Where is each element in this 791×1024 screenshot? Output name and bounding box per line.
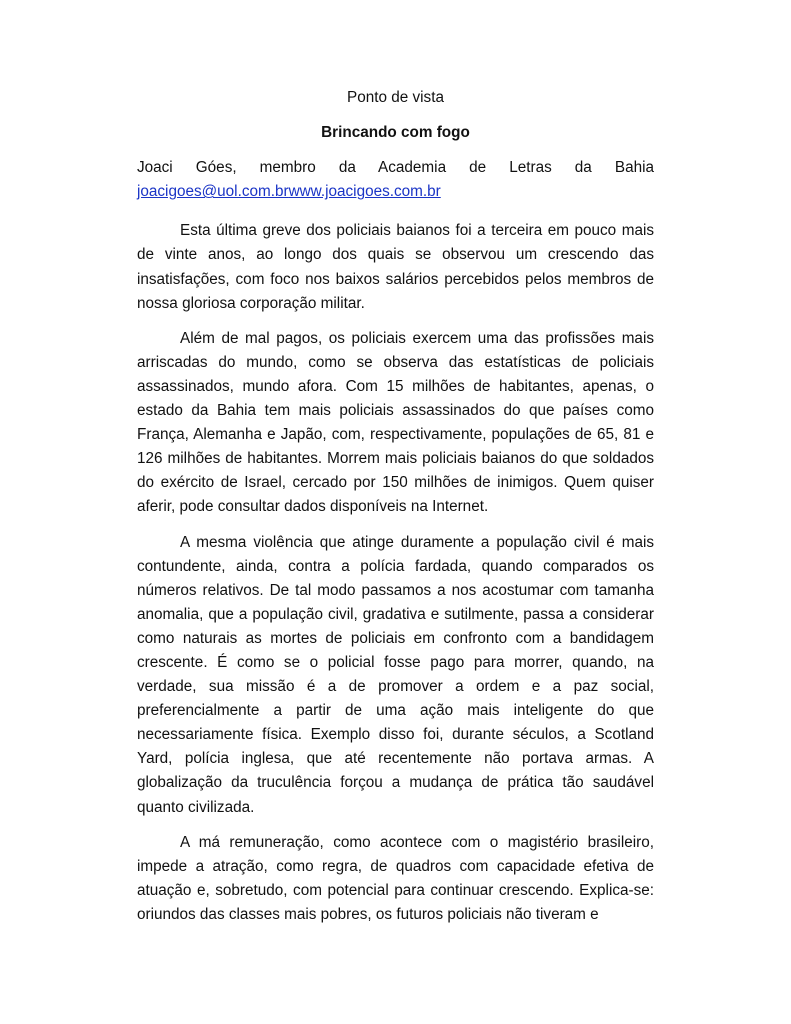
article-title: Brincando com fogo [321, 124, 470, 142]
document-page [137, 86, 654, 938]
body-paragraph-4: A má remuneração, como acontece com o magistério brasileiro, impede a atração, como regra, de quadros com capacidade efetiva de atuação e, sobretudo, com potencial para continuar crescendo. Explica-se: oriundos das classes mais pobres, os futuros policiais não tiveram e [137, 833, 654, 923]
body-paragraph-2: Além de mal pagos, os policiais exercem uma das profissões mais arriscadas do mundo, como se observa das estatísticas de policiais assassinados, mundo afora. Com 15 milhões de habitantes, apenas, o estado da Bahia tem mais policiais assassinados do que países como França, Alemanha e Japão, com, respectivamente, populações de 65, 81 e 126 milhões de habitantes. Morrem mais policiais baianos do que soldados do exército de Israel, cercado por 150 milhões de inimigos. Quem quiser aferir, pode consultar dados disponíveis na Internet. [137, 329, 654, 516]
email-link[interactable]: joacigoes@uol.com.br [137, 183, 289, 201]
author-byline: Joaci Góes, membro da Academia de Letras da Bahia [137, 159, 654, 177]
section-heading: Ponto de vista [347, 89, 444, 106]
website-link[interactable]: www.joacigoes.com.br [288, 183, 441, 201]
body-paragraph-1: Esta última greve dos policiais baianos foi a terceira em pouco mais de vinte anos, ao longo dos quais se observou um crescendo das insatisfações, com foco nos baixos salários percebidos pelos membros de nossa gloriosa corporação militar. [137, 222, 654, 312]
author-links [137, 180, 654, 204]
body-paragraph-3: A mesma violência que atinge duramente a população civil é mais contundente, ainda, contra a polícia fardada, quando comparados os números relativos. De tal modo passamos a nos acostumar com tamanha anomalia, que a população civil, gradativa e sutilmente, passa a considerar como naturais as mortes de policiais em confronto com a bandidagem crescente. É como se o policial fosse pago para morrer, quando, na verdade, sua missão é a de promover a ordem e a paz social, preferencialmente a partir de uma ação mais inteligente do que necessariamente física. Exemplo disso foi, durante séculos, a Scotland Yard, polícia inglesa, que até recentemente não portava armas. A globalização da truculência forçou a mudança de prática tão saudável quanto civilizada. [137, 533, 654, 816]
